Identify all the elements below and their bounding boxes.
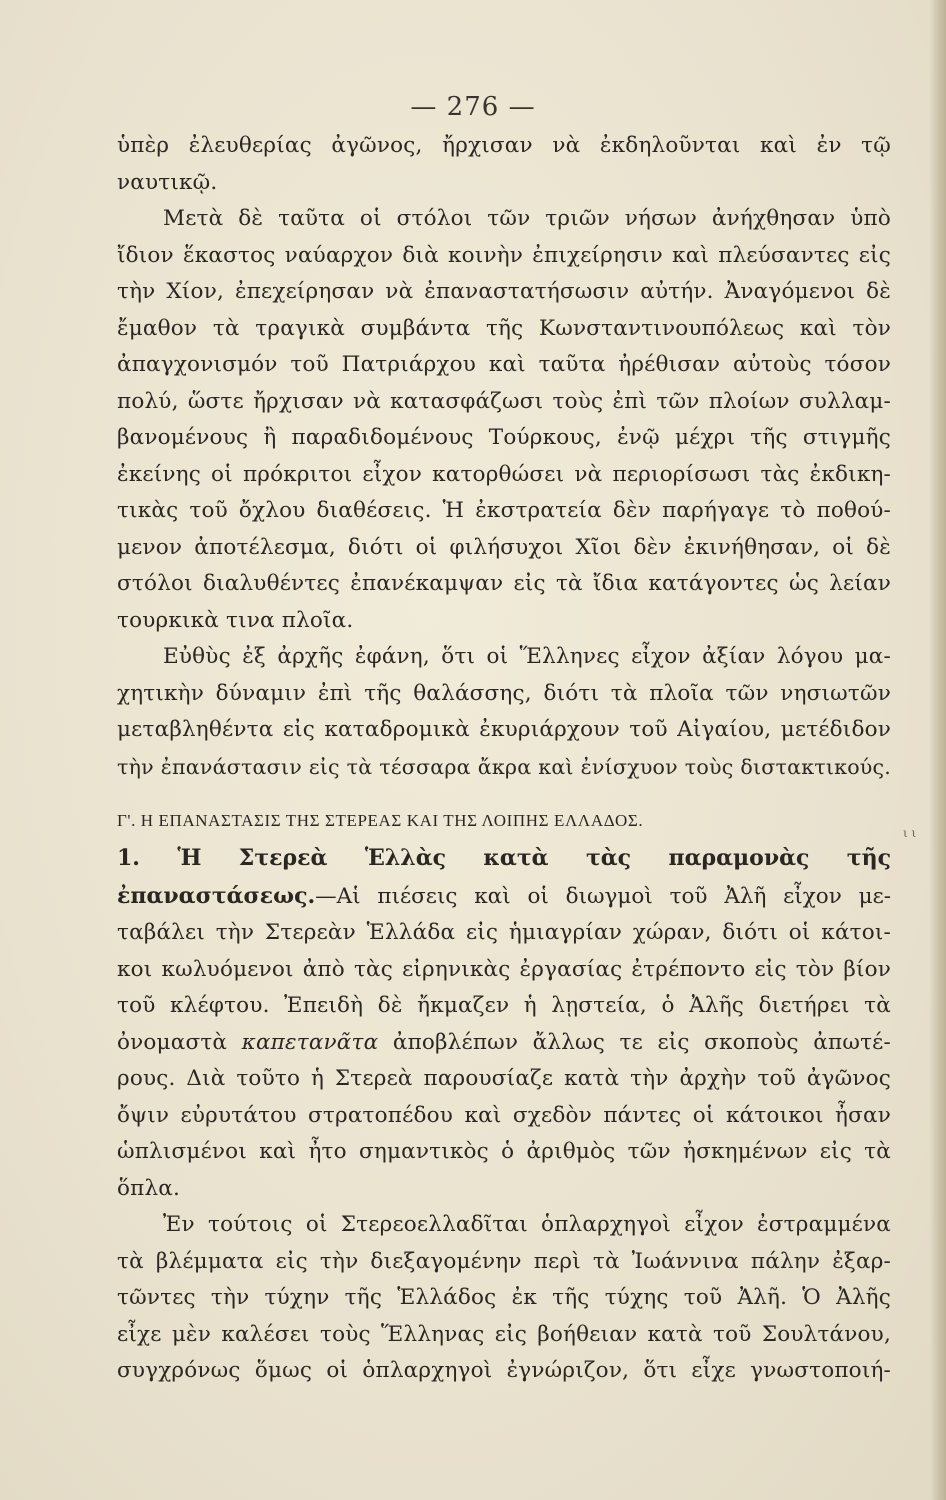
text-line: τὴν Χίον, ἐπεχείρησαν νὰ ἐπαναστατήσωσιν αὐτήν. Ἀναγόμενοι δὲ: [117, 279, 891, 304]
margin-mark: ι ι: [903, 826, 917, 840]
text-line: Ἐν τούτοις οἱ Στερεοελλαδῖται ὁπλαρχηγοὶ εἶχον ἐστραμμένα: [163, 1212, 891, 1237]
text-line: τῶντες τὴν τύχην τῆς Ἑλλάδος ἐκ τῆς τύχης τοῦ Ἀλῆ. Ὁ Ἀλῆς: [117, 1285, 891, 1310]
text-line: ἐκείνης οἱ πρόκριτοι εἶχον κατορθώσει νὰ περιορίσωσι τὰς ἐκδικη-: [117, 461, 891, 487]
text-line: κοι κωλυόμενοι ἀπὸ τὰς εἰρηνικὰς ἐργασίας ἐτρέποντο εἰς τὸν βίον: [117, 956, 891, 982]
text-line: συγχρόνως ὅμως οἱ ὁπλαρχηγοὶ ἐγνώριζον, ὅτι εἶχε γνωστοποιή-: [117, 1358, 891, 1383]
text-line: Μετὰ δὲ ταῦτα οἱ στόλοι τῶν τριῶν νήσων ἀνήχθησαν ὑπὸ: [163, 206, 891, 231]
page-edge-shadow: [930, 0, 946, 1500]
section-gap: [117, 785, 891, 803]
text-line: ὡπλισμένοι καὶ ἦτο σημαντικὸς ὁ ἀριθμὸς τῶν ἠσκημένων εἰς τὰ: [117, 1139, 891, 1164]
text-fragment: ἀποβλέπων ἄλλως τε εἰς σκοποὺς ἀπωτέ-: [378, 1029, 891, 1055]
text-line: ὅπλα.: [117, 1175, 181, 1201]
subsection-title-line2: [117, 877, 891, 915]
text-fragment: ὀνομαστὰ: [117, 1029, 242, 1055]
page-number: — 276 —: [410, 92, 536, 122]
text-line: τικὰς τοῦ ὄχλου διαθέσεις. Ἡ ἐκστρατεία δὲν παρήγαγε τὸ ποθού-: [117, 498, 891, 523]
italic-term: καπετανᾶτα: [241, 1029, 379, 1055]
text-line: τοῦ κλέφτου. Ἐπειδὴ δὲ ἤκμαζεν ἡ λῃστεία, ὁ Ἀλῆς διετήρει τὰ: [117, 993, 891, 1018]
text-line: ὄψιν εὐρυτάτου στρατοπέδου καὶ σχεδὸν πάντες οἱ κάτοικοι ἦσαν: [117, 1102, 891, 1128]
text-line: ἴδιον ἕκαστος ναύαρχον διὰ κοινὴν ἐπιχείρησιν καὶ πλεύσαντες εἰς: [117, 242, 891, 268]
text-line: μεταβληθέντα εἰς καταδρομικὰ ἐκυριάρχουν τοῦ Αἰγαίου, μετέδιδον: [117, 717, 891, 742]
text-line: ὑπὲρ ἐλευθερίας ἀγῶνος, ἤρχισαν νὰ ἐκδηλοῦνται καὶ ἐν τῷ: [117, 133, 891, 158]
text-line: ἔμαθον τὰ τραγικὰ συμβάντα τῆς Κωνσταντινουπόλεως καὶ τὸν: [117, 315, 891, 341]
text-line: πολύ, ὥστε ἤρχισαν νὰ κατασφάζωσι τοὺς ἐπὶ τῶν πλοίων συλλαμ-: [117, 388, 891, 414]
text-line: τουρκικὰ τινα πλοῖα.: [117, 607, 354, 633]
text-line: βανομένους ἢ παραδιδομένους Τούρκους, ἐνῷ μέχρι τῆς στιγμῆς: [117, 425, 891, 450]
text-line: ἀπαγχονισμόν τοῦ Πατριάρχου καὶ ταῦτα ἠρέθισαν αὐτοὺς τόσον: [117, 352, 891, 377]
text-line: [117, 1025, 891, 1062]
text-line: ναυτικῷ.: [117, 169, 218, 195]
text-line: εἶχε μὲν καλέσει τοὺς Ἕλληνας εἰς βοήθειαν κατὰ τοῦ Σουλτάνου,: [117, 1321, 891, 1347]
text-line: στόλοι διαλυθέντες ἐπανέκαμψαν εἰς τὰ ἴδια κατάγοντες ὡς λείαν: [117, 571, 891, 596]
text-line: τὰ βλέμματα εἰς τὴν διεξαγομένην περὶ τὰ Ἰωάννινα πάλην ἐξαρ-: [117, 1248, 891, 1274]
text-line: ταβάλει τὴν Στερεὰν Ἑλλάδα εἰς ἡμιαγρίαν χώραν, διότι οἱ κάτοι-: [117, 920, 891, 945]
text-line: Εὐθὺς ἐξ ἀρχῆς ἐφάνη, ὅτι οἱ Ἕλληνες εἶχον ἀξίαν λόγου μα-: [163, 644, 891, 669]
text-line: μενον ἀποτέλεσμα, διότι οἱ φιλήσυχοι Χῖοι δὲν ἐκινήθησαν, οἱ δὲ: [117, 534, 891, 560]
text-line: τὴν ἐπανάστασιν εἰς τὰ τέσσαρα ἄκρα καὶ ἐνίσχυον τοὺς διστακτικούς.: [117, 754, 891, 779]
text-line: ρους. Διὰ τοῦτο ἡ Στερεὰ παρουσίαζε κατὰ τὴν ἀρχὴν τοῦ ἀγῶνος: [117, 1066, 891, 1091]
subsection-title-end: ἐπαναστάσεως.: [117, 883, 316, 909]
subsection-title: 1. Ἡ Στερεὰ Ἑλλὰς κατὰ τὰς παραμονὰς τῆς: [117, 845, 891, 871]
body-text: [117, 128, 891, 1390]
text-line: χητικὴν δύναμιν ἐπὶ τῆς θαλάσσης, διότι τὰ πλοῖα τῶν νησιωτῶν: [117, 680, 891, 706]
text-fragment: —Αἱ πιέσεις καὶ οἱ διωγμοὶ τοῦ Ἀλῆ εἶχον με-: [315, 884, 891, 909]
section-heading: Γ'. Η ΕΠΑΝΑΣΤΑΣΙΣ ΤΗΣ ΣΤΕΡΕΑΣ ΚΑΙ ΤΗΣ ΛΟΙΠΗΣ ΕΛΛΑΔΟΣ.: [117, 811, 644, 830]
